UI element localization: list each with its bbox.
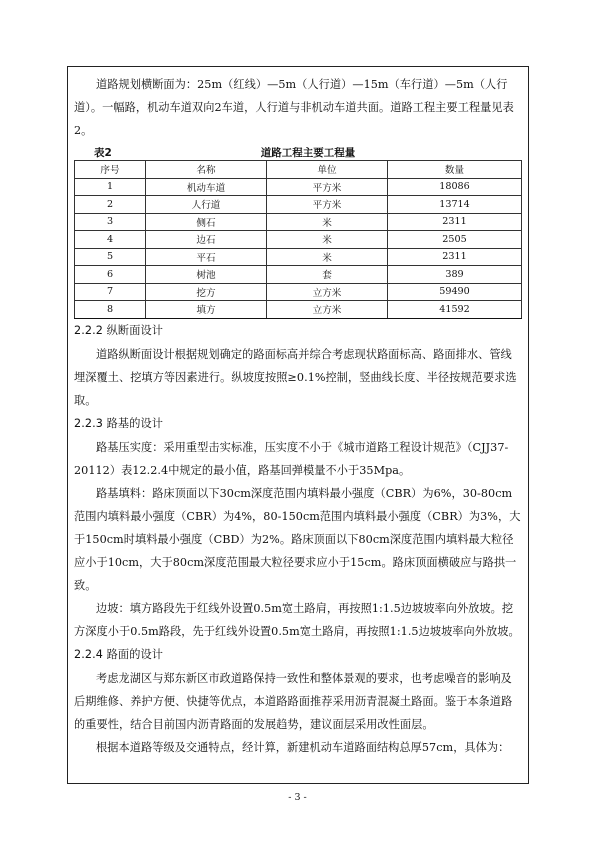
cell-name: 人行道 <box>146 196 267 214</box>
cell-index: 6 <box>75 266 146 284</box>
heading-subgrade: 2.2.3 路基的设计 <box>74 416 164 430</box>
header-unit: 单位 <box>267 161 388 179</box>
page-number: - 3 - <box>288 792 307 803</box>
cell-quantity: 13714 <box>388 196 522 214</box>
cell-unit: 米 <box>267 231 388 249</box>
cell-name: 机动车道 <box>146 178 267 196</box>
table-row <box>75 231 522 249</box>
table-row <box>75 301 522 319</box>
cell-name: 边石 <box>146 231 267 249</box>
cell-name: 平石 <box>146 248 267 266</box>
cell-index: 8 <box>75 301 146 319</box>
cell-index: 7 <box>75 283 146 301</box>
heading-longitudinal-profile: 2.2.2 纵断面设计 <box>74 323 164 337</box>
cell-name: 填方 <box>146 301 267 319</box>
cell-quantity: 2311 <box>388 213 522 231</box>
table-caption <box>74 142 522 160</box>
cell-index: 5 <box>75 248 146 266</box>
cell-quantity: 389 <box>388 266 522 284</box>
paragraph-slope: 边坡：填方路段先于红线外设置0.5m宽土路肩，再按照1:1.5边坡坡率向外放坡。挖方深度小于0.5m路段，先于红线外设置0.5m宽土路肩，再按照1:1.5边坡坡率向外放坡。 <box>74 601 520 638</box>
table-row <box>75 248 522 266</box>
cell-unit: 平方米 <box>267 196 388 214</box>
table-row <box>75 266 522 284</box>
table-row <box>75 178 522 196</box>
table-row <box>75 213 522 231</box>
cell-unit: 套 <box>267 266 388 284</box>
table-row <box>75 283 522 301</box>
cell-quantity: 2505 <box>388 231 522 249</box>
table-header-row <box>75 161 522 179</box>
cell-unit: 立方米 <box>267 283 388 301</box>
cell-index: 2 <box>75 196 146 214</box>
cell-unit: 米 <box>267 248 388 266</box>
cell-index: 4 <box>75 231 146 249</box>
cell-unit: 平方米 <box>267 178 388 196</box>
cell-index: 3 <box>75 213 146 231</box>
paragraph-cross-section: 道路规划横断面为：25m（红线）—5m（人行道）—15m（车行道）—5m（人行道）。一幅路，机动车道双向2车道，人行道与非机动车道共面。道路工程主要工程量见表2。 <box>74 78 514 137</box>
paragraph-fill-material: 路基填料：路床顶面以下30cm深度范围内填料最小强度（CBR）为6%，30-80cm范围内填料最小强度（CBR）为4%，80-150cm范围内填料最小强度（CBR）为3%，大于150cm时填料最小强度（CBD）为2%。路床顶面以下80cm深度范围内填料最大粒径应小于10cm，大于80cm深度范围最大粒径要求应小于15cm。路床顶面横破应与路拱一致。 <box>74 486 521 592</box>
paragraph-pavement: 考虑龙湖区与郑东新区市政道路保持一致性和整体景观的要求，也考虑噪音的影响及后期维修、养护方便、快捷等优点，本道路路面推荐采用沥青混凝土路面。鉴于本条道路的重要性，结合目前国内沥青路面的发展趋势，建议面层采用改性面层。 <box>74 671 513 731</box>
paragraph-pavement-structure: 根据本道路等级及交通特点，经计算，新建机动车道路面结构总厚57cm，具体为： <box>96 740 510 754</box>
header-quantity: 数量 <box>388 161 522 179</box>
table-row <box>75 196 522 214</box>
cell-unit: 立方米 <box>267 301 388 319</box>
header-index: 序号 <box>75 161 146 179</box>
quantities-table <box>74 160 522 319</box>
paragraph-compaction: 路基压实度：采用重型击实标准，压实度不小于《城市道路工程设计规范》（CJJ37-20112）表12.2.4中规定的最小值，路基回弹模量不小于35Mpa。 <box>74 440 509 477</box>
cell-name: 树池 <box>146 266 267 284</box>
cell-quantity: 2311 <box>388 248 522 266</box>
cell-quantity: 18086 <box>388 178 522 196</box>
header-name: 名称 <box>146 161 267 179</box>
cell-quantity: 41592 <box>388 301 522 319</box>
document-content <box>74 73 522 759</box>
cell-index: 1 <box>75 178 146 196</box>
heading-pavement: 2.2.4 路面的设计 <box>74 647 164 661</box>
cell-name: 挖方 <box>146 283 267 301</box>
page-border <box>67 66 529 784</box>
cell-quantity: 59490 <box>388 283 522 301</box>
table-title: 道路工程主要工程量 <box>260 147 356 159</box>
table-number: 表2 <box>94 147 112 159</box>
paragraph-longitudinal-profile: 道路纵断面设计根据规划确定的路面标高并综合考虑现状路面标高、路面排水、管线埋深覆土、挖填方等因素进行。纵坡度按照≥0.1%控制，竖曲线长度、半径按规范要求选取。 <box>74 347 517 407</box>
cell-name: 侧石 <box>146 213 267 231</box>
cell-unit: 米 <box>267 213 388 231</box>
